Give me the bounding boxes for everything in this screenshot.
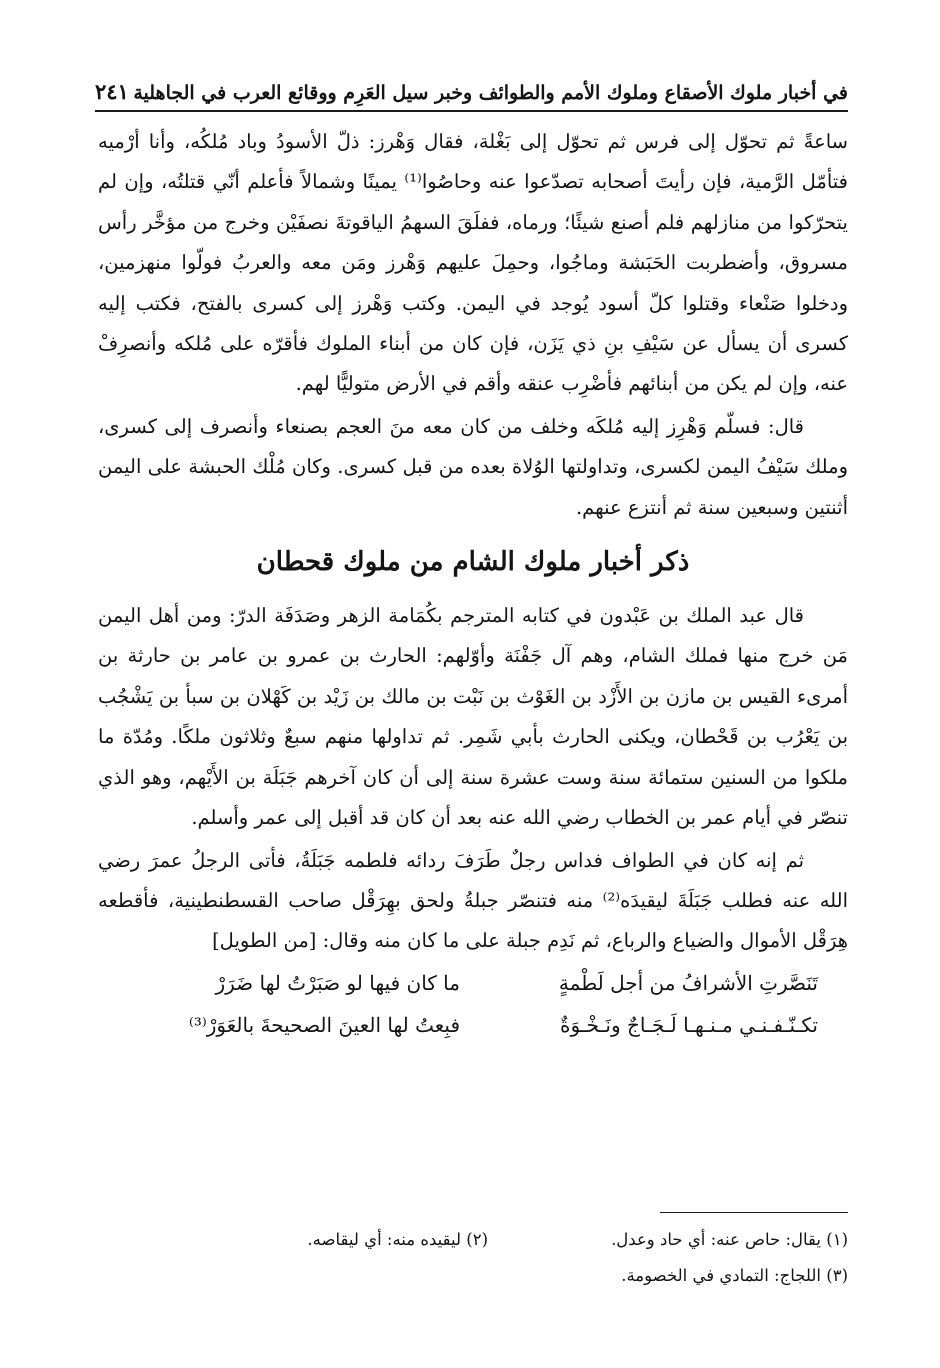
- section-paragraph-2: ثم إنه كان في الطواف فداس رجلٌ طَرَفَ ردائه فلطمه جَبَلَةُ، فأتى الرجلُ عمرَ رضي الله عنه فطلب جَبَلَةَ ليقيدَه⁽²⁾ منه فتنصّر جبلةُ ولحق بهِرَقْل صاحب القسطنطينية، فأقطعه هِرَقْل الأموال والضياع والرباع، ثم نَدِم جبلة على ما كان منه وقال: [من الطويل]: [98, 848, 848, 953]
- poem-verse: [98, 962, 848, 1004]
- footnote-text: يقال: حاص عنه: أي حاد وعدل.: [611, 1230, 821, 1249]
- footnote-3: [621, 1258, 848, 1294]
- section-paragraph-1: قال عبد الملك بن عَبْدون في كتابه المترجم بكُمَامة الزهر وصَدَفَة الدرّ: ومن أهل اليمن مَن خرج منها فملك الشام، وهم آل جَفْنَة وأوّلهم: الحارث بن عمرو بن عامر بن حارثة بن أمرىء القيس بن مازن بن الأَزْد بن الغَوْث بن نَبْت بن مالك بن زَيْد بن كَهْلان بن سبأ بن يَشْجُب بن يَعْرُب بن قَحْطان، ويكنى الحارث بأبي شَمِر. ثم تداولها منهم سبعٌ وثلاثون ملكًا. ومُدّة ما ملكوا من السنين ستمائة سنة وست عشرة سنة إلى أن كان آخرهم جَبَلَة بن الأَيْهم، وهو الذي تنصّر في أيام عمر بن الخطاب رضي الله عنه بعد أن كان قد أقبل إلى عمر وأسلم.: [98, 604, 848, 830]
- page-header: [95, 64, 848, 104]
- footnote-row: [120, 1222, 848, 1258]
- footnote-text: ليقيده منه: أي ليقاصه.: [307, 1230, 461, 1249]
- footnote-number: (١): [826, 1230, 848, 1249]
- paragraph-1: ساعةً ثم تحوّل إلى فرس ثم تحوّل إلى بَغْلة، فقال وَهْرز: ذلّ الأسودُ وباد مُلكُه، وأنا أرْميه فتأمّل الرَّمية، فإن رأيتَ أصحابه تصدّعوا عنه وحاصُوا⁽¹⁾ يمينًا وشمالاً فأعلم أنّي قتلتُه، وإن لم يتحرّكوا من منازلهم فلم أصنع شيئًا؛ ورماه، ففلَقَ السهمُ الياقوتةَ نصفَيْن وخرج من مؤخَّر رأس مسروق، وأضطربت الحَبَشة وماجُوا، وحمِلَ عليهم وَهْرز ومَن معه والعربُ فولّوا منهزمين، ودخلوا صَنْعاء وقتلوا كلّ أسود يُوجد في اليمن. وكتب وَهْرز إلى كسرى بالفتح، فكتب إليه كسرى أن يسأل عن سَيْفِ بنِ ذي يَزَن، فإن كان من أبناء الملوك فأقرّه على مُلكه وأنصرِفْ عنه، وإن لم يكن من أبنائهم فأضْرِب عنقه وأقم في الأرض متوليًّا لهم.: [98, 130, 848, 396]
- paragraph-2: قال: فسلّم وَهْرِز إليه مُلكَه وخلف من كان معه منَ العجم بصنعاء وأنصرف إلى كسرى، وملك سَيْفُ اليمن لكسرى، وتداولتها الوُلاة بعده من قبل كسرى. وكان مُلْك الحبشة على اليمن أثنتين وسبعين سنة ثم أنتزع عنهم.: [98, 414, 848, 519]
- footnote-number: (٢): [466, 1230, 488, 1249]
- verse-first-hemistich: تَنَصَّرتِ الأشرافُ من أجل لَطْمةٍ: [558, 970, 818, 995]
- footnote-number: (٣): [826, 1266, 848, 1285]
- footnote-2: [307, 1222, 488, 1258]
- header-rule: [95, 110, 848, 112]
- poem: [98, 962, 848, 1046]
- footnote-row: [120, 1258, 848, 1294]
- verse-first-hemistich: تكـنّـفـنـي مـنـهـا لَـجَـاجٌ ونَـخْـوَةٌ: [559, 1012, 818, 1037]
- verse-second-hemistich: فبِعتُ لها العينَ الصحيحةَ بالعَوَرْ⁽³⁾: [188, 1012, 460, 1037]
- footnotes: [120, 1222, 848, 1294]
- body-text: [98, 122, 848, 1046]
- verse-second-hemistich: ما كان فيها لو صَبَرْتُ لها ضَرَرْ: [215, 970, 460, 995]
- page-number: ٢٤١: [95, 79, 129, 104]
- footnote-1: [488, 1222, 848, 1258]
- footnote-rule: [660, 1212, 848, 1213]
- section-title: ذكر أخبار ملوك الشام من ملوك قحطان: [256, 547, 690, 578]
- poem-verse: [98, 1004, 848, 1046]
- footnote-text: اللجاج: التمادي في الخصومة.: [621, 1266, 821, 1285]
- running-title: في أخبار ملوك الأصقاع وملوك الأمم والطوائف وخبر سيل العَرِم ووقائع العرب في الجاهلية: [133, 82, 848, 104]
